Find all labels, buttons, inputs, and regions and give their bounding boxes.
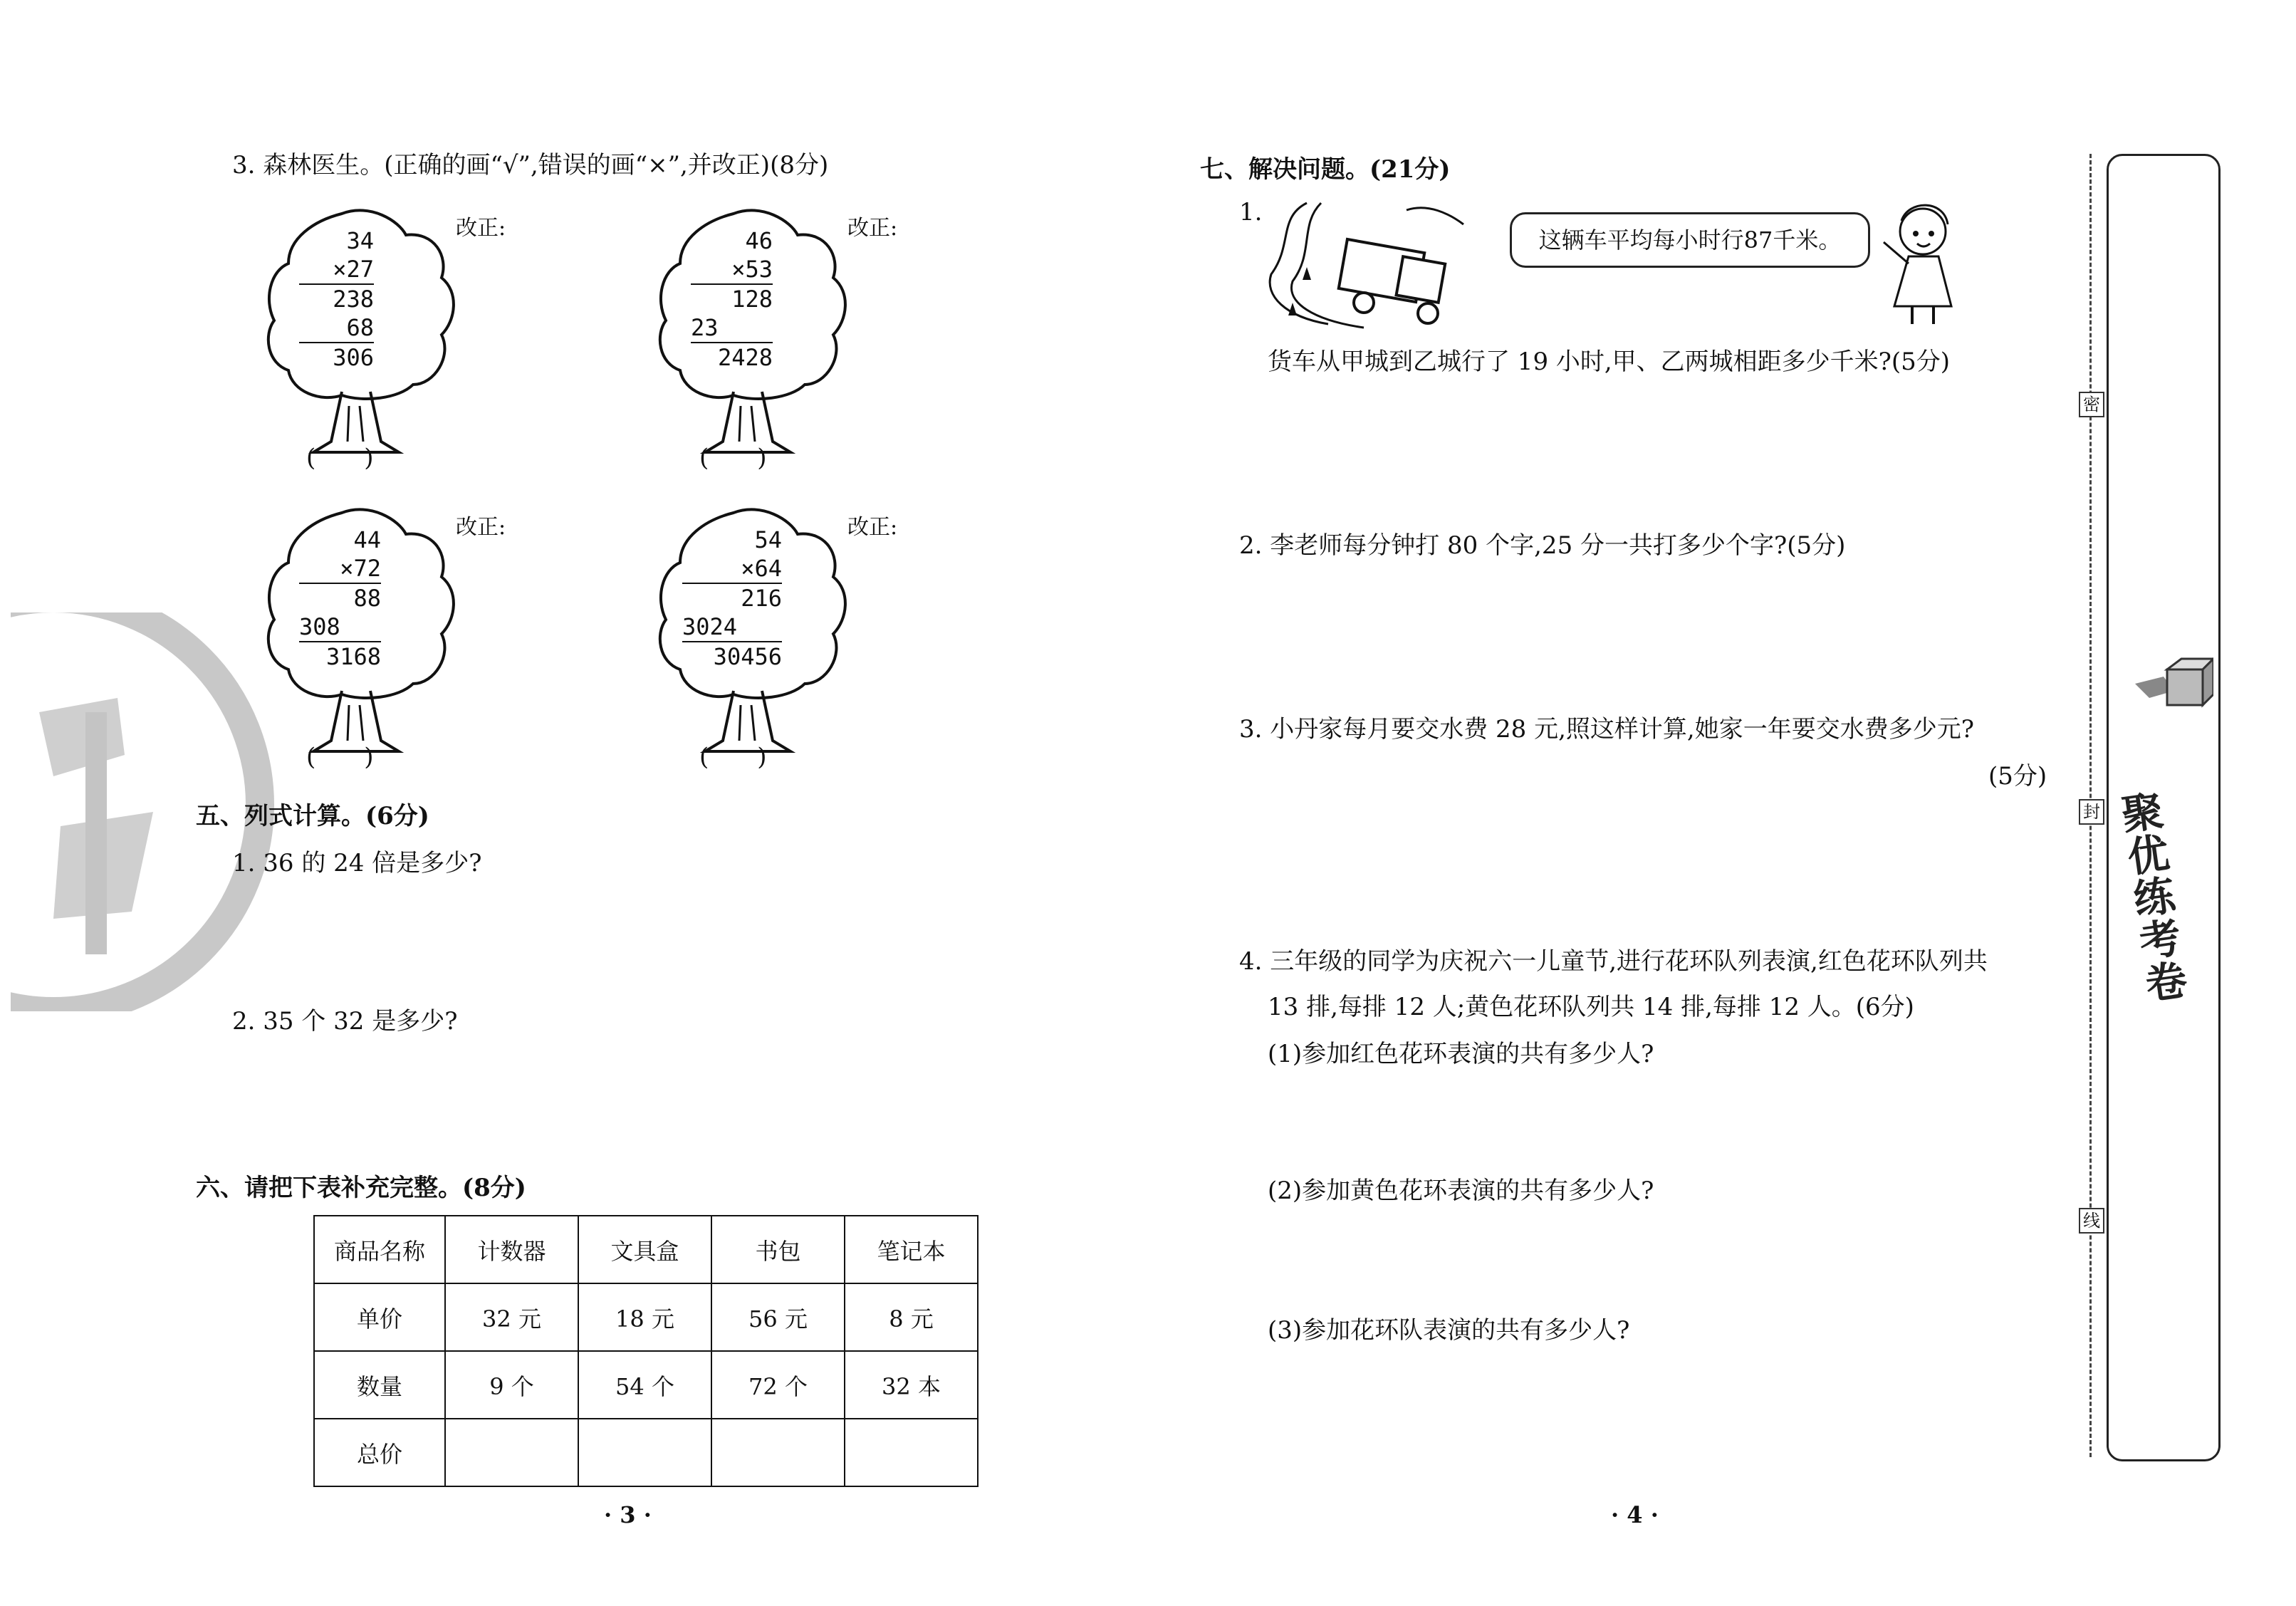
question-1-text: 货车从甲城到乙城行了 19 小时,甲、乙两城相距多少千米?(5分) bbox=[1268, 348, 1951, 376]
binding-label-feng: 封 bbox=[2079, 799, 2104, 825]
binding-label-xian: 线 bbox=[2079, 1208, 2104, 1234]
calc-line: 238 bbox=[299, 283, 374, 313]
table-cell: 数量 bbox=[314, 1351, 445, 1419]
table-header-cell: 商品名称 bbox=[314, 1216, 445, 1283]
cube-logo-icon bbox=[2135, 655, 2213, 726]
section-6-title: 六、请把下表补充完整。(8分) bbox=[196, 1174, 526, 1202]
answer-paren-4[interactable]: ( ) bbox=[699, 743, 767, 771]
fix-label-3: 改正: bbox=[456, 515, 506, 540]
answer-cell[interactable] bbox=[845, 1419, 978, 1486]
calc-line: 54 bbox=[754, 526, 782, 553]
question-4-line-1: 4. 三年级的同学为庆祝六一儿童节,进行花环队列表演,红色花环队列共 bbox=[1239, 947, 1988, 976]
vertical-calc-2 bbox=[691, 226, 773, 372]
answer-paren-3[interactable]: ( ) bbox=[306, 743, 374, 771]
table-cell: 单价 bbox=[314, 1283, 445, 1351]
fix-label-1: 改正: bbox=[456, 216, 506, 241]
table-cell: 32 元 bbox=[445, 1283, 578, 1351]
question-4-sub-2: (2)参加黄色花环表演的共有多少人? bbox=[1268, 1177, 1654, 1205]
table-cell: 9 个 bbox=[445, 1351, 578, 1419]
calc-line: 308 bbox=[299, 613, 340, 640]
calc-line: 3024 bbox=[682, 613, 738, 640]
calc-line: 30456 bbox=[682, 641, 782, 671]
vertical-calc-1 bbox=[299, 226, 374, 372]
table-row bbox=[314, 1351, 978, 1419]
brand-title: 聚优练考卷 bbox=[2112, 788, 2190, 1007]
calc-line: ×64 bbox=[741, 555, 782, 582]
calc-line: 216 bbox=[682, 583, 782, 612]
table-cell: 54 个 bbox=[578, 1351, 711, 1419]
table-header-cell: 笔记本 bbox=[845, 1216, 978, 1283]
fix-label-2: 改正: bbox=[847, 216, 898, 241]
vertical-calc-4 bbox=[682, 526, 782, 671]
section-5-title: 五、列式计算。(6分) bbox=[196, 802, 429, 830]
section-5-question-1: 1. 36 的 24 倍是多少? bbox=[232, 849, 482, 877]
calc-line: 68 bbox=[346, 314, 374, 341]
calc-line: 34 bbox=[346, 227, 374, 254]
calc-line: 44 bbox=[353, 526, 381, 553]
question-4-sub-1: (1)参加红色花环表演的共有多少人? bbox=[1268, 1040, 1654, 1068]
calc-line: ×27 bbox=[333, 256, 374, 283]
speech-bubble: 这辆车平均每小时行87千米。 bbox=[1510, 212, 1870, 268]
table-cell: 56 元 bbox=[711, 1283, 845, 1351]
answer-cell[interactable] bbox=[711, 1419, 845, 1486]
answer-paren-1[interactable]: ( ) bbox=[306, 444, 374, 472]
question-4-sub-3: (3)参加花环队表演的共有多少人? bbox=[1268, 1316, 1630, 1345]
table-cell: 32 本 bbox=[845, 1351, 978, 1419]
calc-line: 2428 bbox=[691, 342, 773, 372]
calc-line: 3168 bbox=[299, 641, 381, 671]
table-row bbox=[314, 1283, 978, 1351]
calc-line: 46 bbox=[745, 227, 773, 254]
question-2-text: 2. 李老师每分钟打 80 个字,25 分一共打多少个字?(5分) bbox=[1239, 531, 1846, 560]
table-header-cell: 书包 bbox=[711, 1216, 845, 1283]
vertical-calc-3 bbox=[299, 526, 381, 671]
question-3-text: 3. 小丹家每月要交水费 28 元,照这样计算,她家一年要交水费多少元? bbox=[1239, 715, 1974, 744]
section-5-question-2: 2. 35 个 32 是多少? bbox=[232, 1007, 458, 1036]
calc-line: ×72 bbox=[340, 555, 381, 582]
question-3-score: (5分) bbox=[1988, 762, 2047, 791]
binding-label-mi: 密 bbox=[2079, 392, 2104, 417]
truck-road-illustration bbox=[1264, 196, 1471, 331]
table-cell: 总价 bbox=[314, 1419, 445, 1486]
page-number-right: · 4 · bbox=[1611, 1501, 1659, 1528]
calc-line: ×53 bbox=[731, 256, 773, 283]
table-row bbox=[314, 1419, 978, 1486]
question-3-title: 3. 森林医生。(正确的画“√”,错误的画“×”,并改正)(8分) bbox=[232, 151, 829, 179]
question-1-number: 1. bbox=[1239, 198, 1263, 226]
table-cell: 18 元 bbox=[578, 1283, 711, 1351]
table-header-cell: 计数器 bbox=[445, 1216, 578, 1283]
table-row bbox=[314, 1216, 978, 1283]
answer-cell[interactable] bbox=[445, 1419, 578, 1486]
girl-illustration bbox=[1880, 199, 1973, 328]
table-cell: 8 元 bbox=[845, 1283, 978, 1351]
calc-line: 88 bbox=[299, 583, 381, 612]
question-4-line-2: 13 排,每排 12 人;黄色花环队列共 14 排,每排 12 人。(6分) bbox=[1268, 993, 1914, 1021]
answer-paren-2[interactable]: ( ) bbox=[699, 444, 767, 472]
answer-cell[interactable] bbox=[578, 1419, 711, 1486]
table-cell: 72 个 bbox=[711, 1351, 845, 1419]
section-7-title: 七、解决问题。(21分) bbox=[1200, 155, 1451, 184]
calc-line: 23 bbox=[691, 314, 719, 341]
page-number-left: · 3 · bbox=[604, 1501, 652, 1528]
calc-line: 128 bbox=[691, 283, 773, 313]
goods-table bbox=[313, 1215, 979, 1487]
fix-label-4: 改正: bbox=[847, 515, 898, 540]
calc-line: 306 bbox=[299, 342, 374, 372]
table-header-cell: 文具盒 bbox=[578, 1216, 711, 1283]
